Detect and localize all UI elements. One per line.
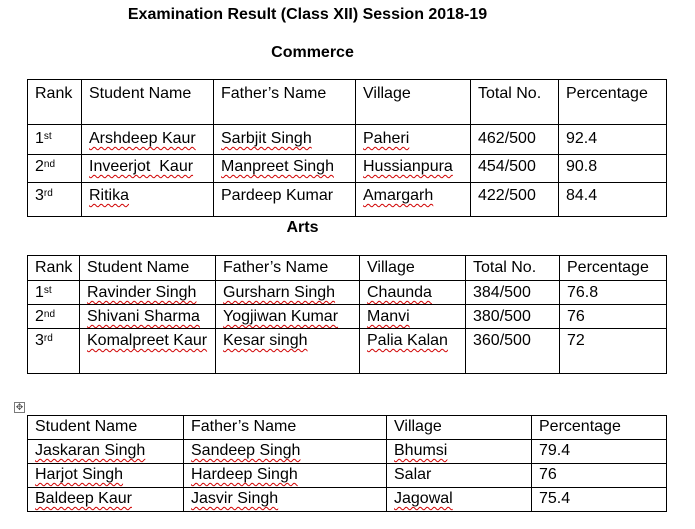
percentage-cell: 76.8 bbox=[560, 281, 667, 305]
rank-cell: 1st bbox=[28, 281, 80, 305]
father-name-cell: Hardeep Singh bbox=[184, 464, 387, 488]
page-title: Examination Result (Class XII) Session 2018-19 bbox=[127, 6, 488, 23]
village-cell: Jagowal bbox=[387, 488, 532, 512]
village-cell: Salar bbox=[387, 464, 532, 488]
move-handle-icon[interactable]: ✥ bbox=[15, 402, 24, 412]
student-name-cell: Shivani Sharma bbox=[80, 305, 216, 329]
rank-cell: 3rd bbox=[28, 183, 82, 217]
column-header: Total No. bbox=[471, 80, 559, 125]
percentage-cell: 90.8 bbox=[559, 155, 667, 183]
table-row bbox=[28, 125, 667, 155]
percentage-cell: 84.4 bbox=[559, 183, 667, 217]
arts-heading: Arts bbox=[286, 219, 319, 236]
student-name-cell: Ritika bbox=[82, 183, 214, 217]
total-cell: 380/500 bbox=[466, 305, 560, 329]
column-header: Percentage bbox=[559, 80, 667, 125]
village-cell: Chaunda bbox=[360, 281, 466, 305]
village-cell: Paheri bbox=[356, 125, 471, 155]
village-cell: Bhumsi bbox=[387, 440, 532, 464]
total-cell: 422/500 bbox=[471, 183, 559, 217]
table-header-row bbox=[28, 256, 667, 281]
village-cell: Hussianpura bbox=[356, 155, 471, 183]
other-results-table bbox=[27, 415, 667, 512]
father-name-cell: Gursharn Singh bbox=[216, 281, 360, 305]
percentage-cell: 72 bbox=[560, 329, 667, 374]
father-name-cell: Sandeep Singh bbox=[184, 440, 387, 464]
student-name-cell: Ravinder Singh bbox=[80, 281, 216, 305]
table-row bbox=[28, 440, 667, 464]
father-name-cell: Jasvir Singh bbox=[184, 488, 387, 512]
table-header-row bbox=[28, 80, 667, 125]
father-name-cell: Sarbjit Singh bbox=[214, 125, 356, 155]
rank-cell: 1st bbox=[28, 125, 82, 155]
percentage-cell: 76 bbox=[560, 305, 667, 329]
column-header: Village bbox=[356, 80, 471, 125]
student-name-cell: Baldeep Kaur bbox=[28, 488, 184, 512]
table-row bbox=[28, 155, 667, 183]
student-name-cell: Arshdeep Kaur bbox=[82, 125, 214, 155]
column-header: Percentage bbox=[560, 256, 667, 281]
table-row bbox=[28, 329, 667, 374]
column-header: Father’s Name bbox=[184, 416, 387, 440]
student-name-cell: Inveerjot Kaur bbox=[82, 155, 214, 183]
total-cell: 360/500 bbox=[466, 329, 560, 374]
commerce-results-table bbox=[27, 79, 667, 217]
column-header: Student Name bbox=[82, 80, 214, 125]
column-header: Total No. bbox=[466, 256, 560, 281]
father-name-cell: Pardeep Kumar bbox=[214, 183, 356, 217]
table-row bbox=[28, 281, 667, 305]
column-header: Percentage bbox=[532, 416, 667, 440]
percentage-cell: 76 bbox=[532, 464, 667, 488]
arts-results-table bbox=[27, 255, 667, 374]
table-row bbox=[28, 464, 667, 488]
column-header: Student Name bbox=[80, 256, 216, 281]
percentage-cell: 75.4 bbox=[532, 488, 667, 512]
village-cell: Manvi bbox=[360, 305, 466, 329]
percentage-cell: 92.4 bbox=[559, 125, 667, 155]
column-header: Father’s Name bbox=[214, 80, 356, 125]
total-cell: 384/500 bbox=[466, 281, 560, 305]
father-name-cell: Yogjiwan Kumar bbox=[216, 305, 360, 329]
rank-cell: 2nd bbox=[28, 155, 82, 183]
percentage-cell: 79.4 bbox=[532, 440, 667, 464]
column-header: Rank bbox=[28, 256, 80, 281]
commerce-heading: Commerce bbox=[271, 44, 354, 61]
father-name-cell: Manpreet Singh bbox=[214, 155, 356, 183]
table-header-row bbox=[28, 416, 667, 440]
total-cell: 454/500 bbox=[471, 155, 559, 183]
column-header: Village bbox=[387, 416, 532, 440]
student-name-cell: Jaskaran Singh bbox=[28, 440, 184, 464]
table-row bbox=[28, 488, 667, 512]
village-cell: Amargarh bbox=[356, 183, 471, 217]
student-name-cell: Komalpreet Kaur bbox=[80, 329, 216, 374]
total-cell: 462/500 bbox=[471, 125, 559, 155]
rank-cell: 2nd bbox=[28, 305, 80, 329]
column-header: Student Name bbox=[28, 416, 184, 440]
table-row bbox=[28, 305, 667, 329]
village-cell: Palia Kalan bbox=[360, 329, 466, 374]
column-header: Rank bbox=[28, 80, 82, 125]
rank-cell: 3rd bbox=[28, 329, 80, 374]
table-row bbox=[28, 183, 667, 217]
father-name-cell: Kesar singh bbox=[216, 329, 360, 374]
column-header: Village bbox=[360, 256, 466, 281]
column-header: Father’s Name bbox=[216, 256, 360, 281]
student-name-cell: Harjot Singh bbox=[28, 464, 184, 488]
